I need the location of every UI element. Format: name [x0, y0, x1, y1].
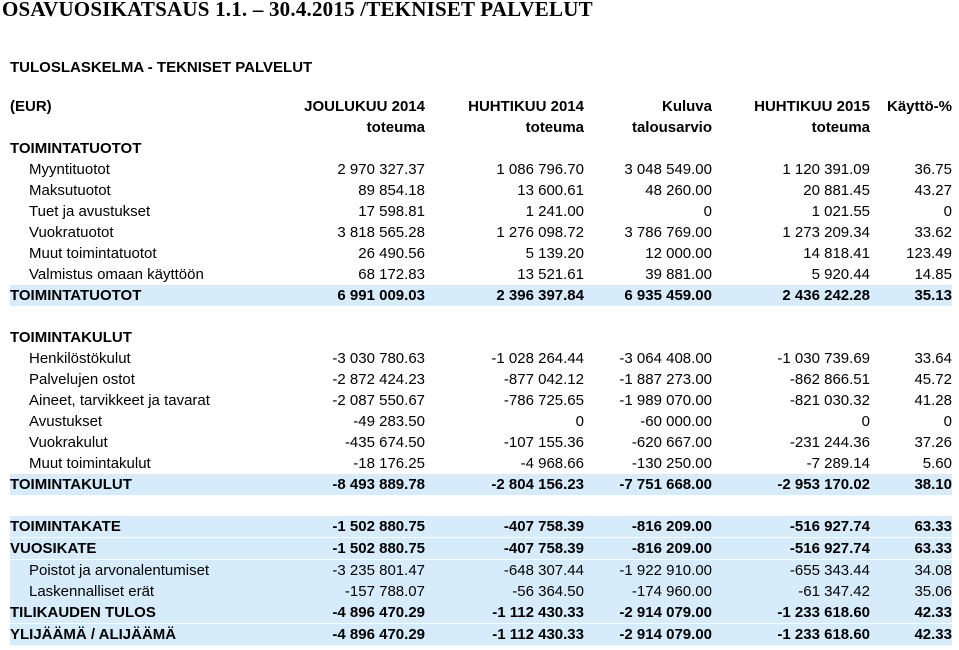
cell-value: 5 920.44	[811, 266, 870, 283]
cell-value: 1 120 391.09	[782, 161, 870, 178]
cell-value: 33.62	[914, 224, 952, 241]
cell-value: 2 396 397.84	[496, 287, 584, 304]
total-row-expenses	[10, 474, 952, 495]
cell-value: -2 953 170.02	[777, 476, 870, 493]
cell-value: -620 667.00	[631, 434, 712, 451]
cell-value: 13 600.61	[517, 182, 584, 199]
cell-value: 13 521.61	[517, 266, 584, 283]
section-income	[10, 138, 952, 159]
cell-value: -655 343.44	[789, 562, 870, 579]
cell-value: 14 818.41	[803, 245, 870, 262]
col-header-2: HUHTIKUU 2014	[468, 98, 584, 115]
header-spacer	[10, 117, 264, 138]
cell-value: -3 235 801.47	[332, 562, 425, 579]
cell-value: -4 968.66	[520, 455, 584, 472]
cell-value: -862 866.51	[789, 371, 870, 388]
cell-value: 1 241.00	[525, 203, 584, 220]
col-subheader-5	[870, 117, 952, 138]
cell-value: -1 028 264.44	[491, 350, 584, 367]
cell-value: -60 000.00	[640, 413, 712, 430]
table-row	[10, 159, 952, 180]
cell-value: -1 502 880.75	[332, 518, 425, 535]
cell-value: 0	[861, 413, 870, 430]
cell-value: -2 914 079.00	[619, 604, 712, 621]
cell-value: 5.60	[922, 455, 952, 472]
cell-value: -174 960.00	[631, 583, 712, 600]
section-label: TOIMINTATUOTOT	[10, 140, 142, 157]
result-row	[10, 602, 952, 624]
result-row	[10, 624, 952, 646]
cell-value: 3 786 769.00	[624, 224, 712, 241]
cell-value: -1 233 618.60	[777, 626, 870, 643]
cell-value: 0	[943, 413, 952, 430]
cell-value: 14.85	[914, 266, 952, 283]
col-subheader-1: toteuma	[366, 119, 425, 136]
cell-value: 33.64	[914, 350, 952, 367]
cell-value: -3 030 780.63	[332, 350, 425, 367]
row-label: VUOSIKATE	[10, 540, 97, 557]
cell-value: -130 250.00	[631, 455, 712, 472]
cell-value: -516 927.74	[789, 518, 870, 535]
cell-value: -821 030.32	[789, 392, 870, 409]
cell-value: -56 364.50	[512, 583, 584, 600]
section-expenses	[10, 327, 952, 348]
cell-value: 2 970 327.37	[337, 161, 425, 178]
cell-value: -435 674.50	[344, 434, 425, 451]
cell-value: 42.33	[914, 626, 952, 643]
cell-value: 35.06	[914, 583, 952, 600]
cell-value: 1 086 796.70	[496, 161, 584, 178]
row-label: TILIKAUDEN TULOS	[10, 604, 156, 621]
cell-value: 123.49	[906, 245, 952, 262]
table-row	[10, 453, 952, 474]
cell-value: 6 935 459.00	[624, 287, 712, 304]
row-label: Vuokrakulut	[29, 434, 108, 451]
table-row	[10, 581, 952, 602]
cell-value: 34.08	[914, 562, 952, 579]
cell-value: -1 502 880.75	[332, 540, 425, 557]
cell-value: -1 989 070.00	[619, 392, 712, 409]
cell-value: 48 260.00	[645, 182, 712, 199]
col-header-3: Kuluva	[661, 98, 712, 115]
total-row-income	[10, 285, 952, 306]
cell-value: 39 881.00	[645, 266, 712, 283]
row-label: Laskennalliset erät	[29, 583, 155, 600]
cell-value: 26 490.56	[358, 245, 425, 262]
cell-value: -786 725.65	[503, 392, 584, 409]
row-label: Aineet, tarvikkeet ja tavarat	[29, 392, 210, 409]
cell-value: -2 872 424.23	[332, 371, 425, 388]
cell-value: -648 307.44	[503, 562, 584, 579]
table-row	[10, 432, 952, 453]
cell-value: -61 347.42	[798, 583, 870, 600]
cell-value: 1 021.55	[811, 203, 870, 220]
cell-value: 12 000.00	[645, 245, 712, 262]
cell-value: 63.33	[914, 540, 952, 557]
cell-value: 89 854.18	[358, 182, 425, 199]
cell-value: 0	[575, 413, 584, 430]
cell-value: -8 493 889.78	[332, 476, 425, 493]
cell-value: -157 788.07	[344, 583, 425, 600]
cell-value: -816 209.00	[631, 518, 712, 535]
cell-value: -18 176.25	[353, 455, 425, 472]
cell-value: -2 087 550.67	[332, 392, 425, 409]
cell-value: 38.10	[914, 476, 952, 493]
cell-value: 3 818 565.28	[337, 224, 425, 241]
cell-value: -3 064 408.00	[619, 350, 712, 367]
cell-value: 17 598.81	[358, 203, 425, 220]
col-subheader-4: toteuma	[811, 119, 870, 136]
col-subheader-2: toteuma	[525, 119, 584, 136]
cell-value: -107 155.36	[503, 434, 584, 451]
row-label: TOIMINTAKULUT	[10, 476, 132, 493]
report-title: TULOSLASKELMA - TEKNISET PALVELUT	[10, 59, 313, 76]
row-label: TOIMINTATUOTOT	[10, 287, 142, 304]
unit-label: (EUR)	[10, 98, 52, 115]
row-label: Maksutuotot	[29, 182, 111, 199]
cell-value: 3 048 549.00	[624, 161, 712, 178]
cell-value: 42.33	[914, 604, 952, 621]
cell-value: 0	[943, 203, 952, 220]
cell-value: -1 030 739.69	[777, 350, 870, 367]
table-body	[10, 138, 952, 646]
cell-value: 0	[703, 203, 712, 220]
cell-value: -49 283.50	[353, 413, 425, 430]
header-row-1	[10, 96, 952, 117]
row-label: Avustukset	[29, 413, 103, 430]
cell-value: -4 896 470.29	[332, 626, 425, 643]
table-row	[10, 243, 952, 264]
cell-value: -816 209.00	[631, 540, 712, 557]
row-label: Poistot ja arvonalentumiset	[29, 562, 210, 579]
row-label: Myyntituotot	[29, 161, 110, 178]
spacer	[10, 495, 952, 516]
table-row	[10, 222, 952, 243]
cell-value: 20 881.45	[803, 182, 870, 199]
cell-value: 36.75	[914, 161, 952, 178]
cell-value: -1 112 430.33	[492, 604, 584, 621]
table-row	[10, 560, 952, 581]
income-statement	[10, 56, 952, 646]
row-label: Muut toimintatuotot	[29, 245, 157, 262]
table-row	[10, 180, 952, 201]
row-label: Tuet ja avustukset	[29, 203, 151, 220]
cell-value: -877 042.12	[503, 371, 584, 388]
spacer	[10, 306, 952, 327]
result-row	[10, 538, 952, 560]
cell-value: 68 172.83	[358, 266, 425, 283]
table-row	[10, 201, 952, 222]
cell-value: -7 751 668.00	[619, 476, 712, 493]
col-header-4: HUHTIKUU 2015	[754, 98, 870, 115]
table-row	[10, 369, 952, 390]
cell-value: -1 112 430.33	[492, 626, 584, 643]
col-subheader-3: talousarvio	[631, 119, 712, 136]
col-header-1: JOULUKUU 2014	[304, 98, 425, 115]
cell-value: -1 233 618.60	[777, 604, 870, 621]
cell-value: -2 914 079.00	[619, 626, 712, 643]
row-label: Palvelujen ostot	[29, 371, 135, 388]
document-title: OSAVUOSIKATSAUS 1.1. – 30.4.2015 /TEKNISET PALVELUT	[2, 0, 593, 21]
cell-value: 35.13	[914, 287, 952, 304]
cell-value: 43.27	[914, 182, 952, 199]
cell-value: -2 804 156.23	[491, 476, 584, 493]
row-label: TOIMINTAKATE	[10, 518, 121, 535]
cell-value: -231 244.36	[789, 434, 870, 451]
table-row	[10, 264, 952, 285]
cell-value: -1 922 910.00	[619, 562, 712, 579]
row-label: Valmistus omaan käyttöön	[29, 266, 204, 283]
section-label: TOIMINTAKULUT	[10, 329, 132, 346]
table-row	[10, 411, 952, 432]
result-row	[10, 516, 952, 538]
cell-value: 41.28	[914, 392, 952, 409]
cell-value: -4 896 470.29	[332, 604, 425, 621]
row-label: Henkilöstökulut	[29, 350, 131, 367]
table-row	[10, 390, 952, 411]
cell-value: -7 289.14	[806, 455, 870, 472]
header-row-2	[10, 117, 952, 138]
cell-value: -516 927.74	[789, 540, 870, 557]
cell-value: 37.26	[914, 434, 952, 451]
cell-value: 5 139.20	[525, 245, 584, 262]
col-header-5: Käyttö-%	[886, 98, 952, 115]
row-label: Vuokratuotot	[29, 224, 114, 241]
cell-value: -1 887 273.00	[619, 371, 712, 388]
cell-value: 2 436 242.28	[782, 287, 870, 304]
row-label: Muut toimintakulut	[29, 455, 151, 472]
cell-value: -407 758.39	[503, 518, 584, 535]
cell-value: 63.33	[914, 518, 952, 535]
cell-value: 6 991 009.03	[337, 287, 425, 304]
cell-value: 1 276 098.72	[496, 224, 584, 241]
table-row	[10, 348, 952, 369]
cell-value: -407 758.39	[503, 540, 584, 557]
row-label: YLIJÄÄMÄ / ALIJÄÄMÄ	[10, 626, 177, 643]
cell-value: 45.72	[914, 371, 952, 388]
cell-value: 1 273 209.34	[782, 224, 870, 241]
